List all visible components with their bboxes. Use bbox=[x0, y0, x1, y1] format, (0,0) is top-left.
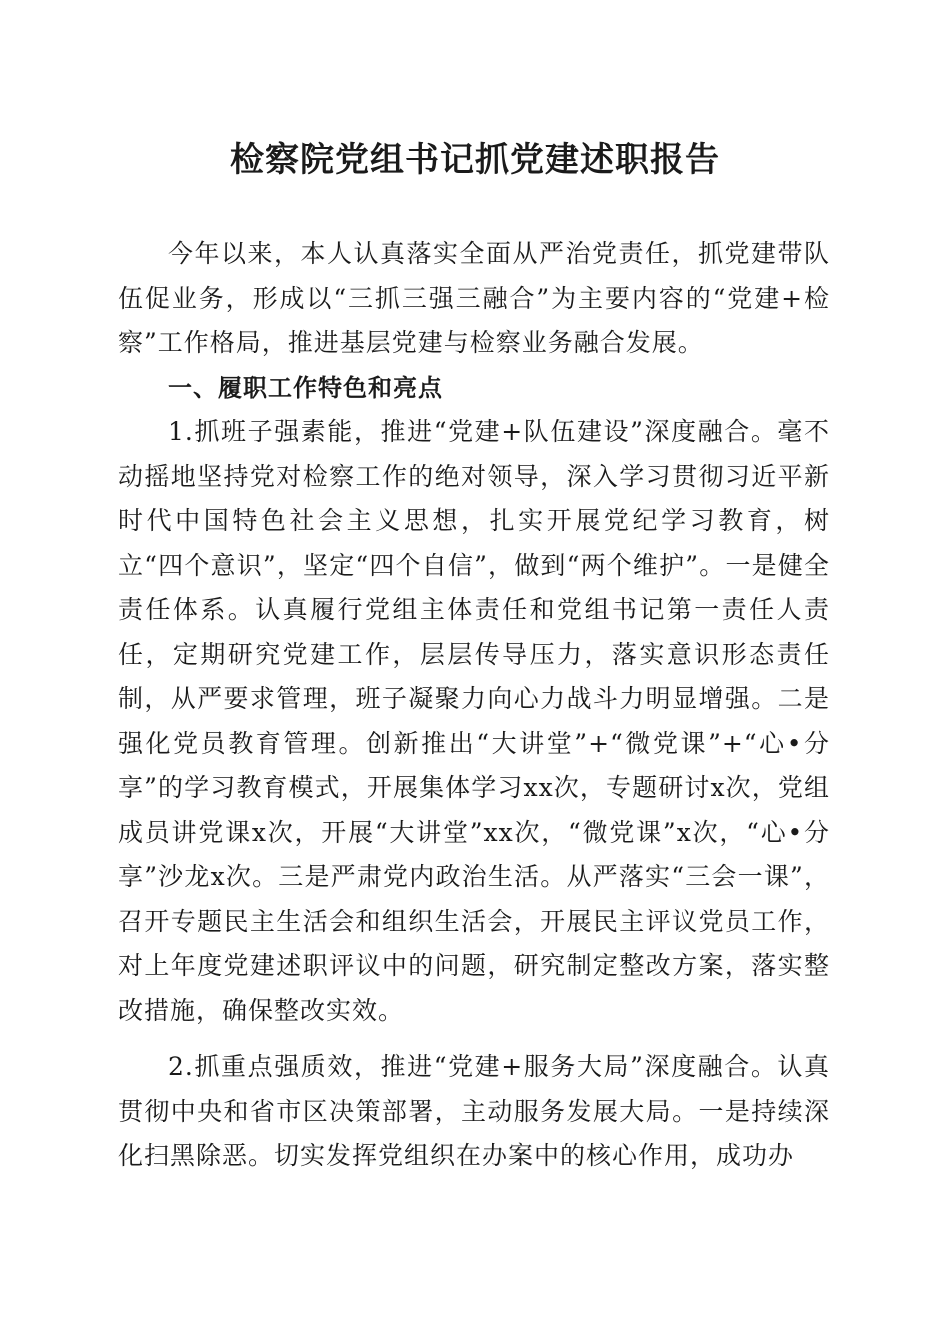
item-1-paragraph: 1.抓班子强素能，推进“党建+队伍建设”深度融合。毫不动摇地坚持党对检察工作的绝对领导，深入学习贯彻习近平新时代中国特色社会主义思想，扎实开展党纪学习教育，树立“四个意识”，坚定“四个自信”，做到“两个维护”。一是健全责任体系。认真履行党组主体责任和党组书记第一责任人责任，定期研究党建工作，层层传导压力，落实意识形态责任制，从严要求管理，班子凝聚力向心力战斗力明显增强。二是强化党员教育管理。创新推出“大讲堂”+“微党课”+“心•分享”的学习教育模式，开展集体学习xx次，专题研讨x次，党组成员讲党课x次，开展“大讲堂”xx次，“微党课”x次，“心•分享”沙龙x次。三是严肃党内政治生活。从严落实“三会一课”，召开专题民主生活会和组织生活会，开展民主评议党员工作，对上年度党建述职评议中的问题，研究制定整改方案，落实整改措施，确保整改实效。 bbox=[118, 417, 830, 1025]
document-body bbox=[118, 232, 830, 1179]
document-title: 检察院党组书记抓党建述职报告 bbox=[230, 140, 720, 180]
paragraph-gap bbox=[118, 1033, 830, 1045]
item-2-paragraph: 2.抓重点强质效，推进“党建+服务大局”深度融合。认真贯彻中央和省市区决策部署，主动服务发展大局。一是持续深化扫黑除恶。切实发挥党组织在办案中的核心作用，成功办 bbox=[118, 1052, 830, 1170]
intro-paragraph: 今年以来，本人认真落实全面从严治党责任，抓党建带队伍促业务，形成以“三抓三强三融合”为主要内容的“党建+检察”工作格局，推进基层党建与检察业务融合发展。 bbox=[118, 239, 830, 357]
section-heading: 一、履职工作特色和亮点 bbox=[168, 373, 443, 402]
